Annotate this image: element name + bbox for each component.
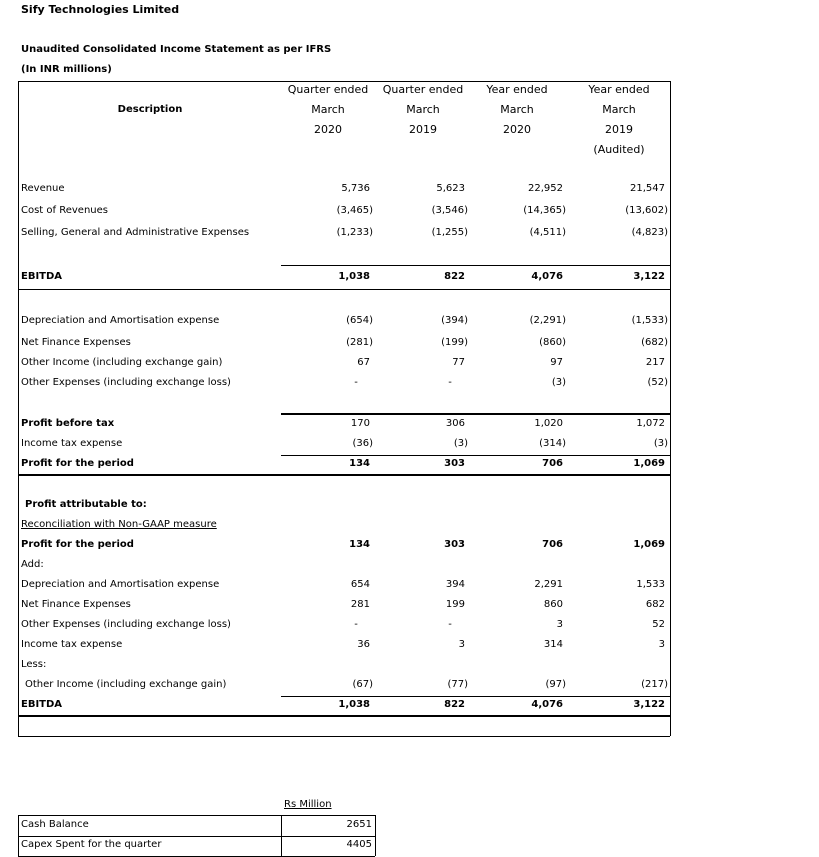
ebitda-value: 3,122 xyxy=(633,271,665,282)
recon-ebitda-top-rule xyxy=(281,696,670,697)
row-label: Cost of Revenues xyxy=(21,205,108,216)
col4-header-line3: 2019 xyxy=(605,123,633,136)
row-value: (3) xyxy=(453,438,468,449)
table-right-border xyxy=(670,81,671,736)
row-value: 97 xyxy=(550,357,563,368)
col3-header-line2: March xyxy=(500,103,534,116)
recon-value: (217) xyxy=(641,679,668,690)
row-value: (2,291) xyxy=(529,315,566,326)
row-value: 1,069 xyxy=(633,458,665,469)
recon-value: 3 xyxy=(658,639,665,650)
recon-value: 281 xyxy=(350,599,370,610)
row-label: Net Finance Expenses xyxy=(21,337,131,348)
row-value: 1,020 xyxy=(534,418,563,429)
row-value: (654) xyxy=(346,315,373,326)
cash-row-label: Cash Balance xyxy=(21,819,89,830)
header-rule xyxy=(476,81,670,82)
row-value: 706 xyxy=(542,458,563,469)
recon-row-label: Income tax expense xyxy=(21,639,123,650)
recon-row-label: Depreciation and Amortisation expense xyxy=(21,579,220,590)
statement-title: Unaudited Consolidated Income Statement as per IFRS xyxy=(21,44,332,55)
row-value: (860) xyxy=(539,337,566,348)
recon-value: 822 xyxy=(444,699,465,710)
recon-row-label: EBITDA xyxy=(21,699,63,710)
row-label: Selling, General and Administrative Expenses xyxy=(21,227,250,238)
row-value: 217 xyxy=(645,357,665,368)
col1-header-line3: 2020 xyxy=(314,123,342,136)
profit-block-left xyxy=(18,413,19,475)
recon-value: - xyxy=(354,619,358,630)
recon-value: 394 xyxy=(445,579,465,590)
cash-row-value: 4405 xyxy=(346,839,372,850)
recon-row-label: Less: xyxy=(21,659,47,670)
cash-table-divider xyxy=(281,815,282,856)
row-label: Other Income (including exchange gain) xyxy=(21,357,223,368)
recon-row-label: Add: xyxy=(21,559,44,570)
recon-ebitda-bottom-rule xyxy=(18,715,670,717)
row-value: 303 xyxy=(444,458,465,469)
col2-header-line1: Quarter ended xyxy=(382,83,464,96)
ebitda-value: 822 xyxy=(444,271,465,282)
col1-header-line2: March xyxy=(311,103,345,116)
row-value: 1,072 xyxy=(636,418,665,429)
ebitda-top-rule xyxy=(281,265,670,266)
row-value: (13,602) xyxy=(625,205,668,216)
row-value: (394) xyxy=(441,315,468,326)
row-value: (281) xyxy=(346,337,373,348)
row-value: (14,365) xyxy=(523,205,566,216)
units-note: (In INR millions) xyxy=(21,64,112,75)
row-value: - xyxy=(448,377,452,388)
recon-value: 682 xyxy=(645,599,665,610)
row-value: (3,546) xyxy=(431,205,468,216)
row-value: (682) xyxy=(641,337,668,348)
row-value: (4,823) xyxy=(631,227,668,238)
col3-header-line1: Year ended xyxy=(486,83,548,96)
recon-value: 1,038 xyxy=(338,699,370,710)
cash-table-left xyxy=(18,815,19,856)
col4-header-line1: Year ended xyxy=(588,83,650,96)
row-value: 134 xyxy=(349,458,370,469)
row-label: Profit for the period xyxy=(21,458,134,469)
recon-value: 3,122 xyxy=(633,699,665,710)
cash-row-label: Capex Spent for the quarter xyxy=(21,839,162,850)
col4-header-line4: (Audited) xyxy=(593,143,645,156)
row-label: Revenue xyxy=(21,183,65,194)
ebitda-bottom-rule xyxy=(18,289,670,290)
col3-header-line3: 2020 xyxy=(503,123,531,136)
recon-row-label: Other Expenses (including exchange loss) xyxy=(21,619,231,630)
row-value: (199) xyxy=(441,337,468,348)
row-value: 5,623 xyxy=(436,183,465,194)
row-label: Other Expenses (including exchange loss) xyxy=(21,377,231,388)
table-left-border xyxy=(18,81,19,736)
col4-header-line2: March xyxy=(602,103,636,116)
row-label: Income tax expense xyxy=(21,438,123,449)
row-value: 21,547 xyxy=(630,183,665,194)
row-value: (1,233) xyxy=(336,227,373,238)
recon-value: 3 xyxy=(458,639,465,650)
row-value: 67 xyxy=(357,357,370,368)
row-value: 77 xyxy=(452,357,465,368)
recon-value: 199 xyxy=(445,599,465,610)
row-value: 170 xyxy=(350,418,370,429)
row-value: (36) xyxy=(352,438,373,449)
recon-value: 2,291 xyxy=(534,579,563,590)
recon-value: 4,076 xyxy=(531,699,563,710)
row-label: Profit before tax xyxy=(21,418,115,429)
recon-value: 314 xyxy=(543,639,563,650)
recon-value: 3 xyxy=(556,619,563,630)
row-value: (3) xyxy=(551,377,566,388)
row-value: 306 xyxy=(445,418,465,429)
recon-value: (97) xyxy=(545,679,566,690)
recon-value: 1,533 xyxy=(636,579,665,590)
cash-table-right xyxy=(375,815,376,856)
company-name: Sify Technologies Limited xyxy=(21,3,180,16)
cash-table-mid xyxy=(18,836,375,837)
row-value: (1,533) xyxy=(631,315,668,326)
row-value: (52) xyxy=(647,377,668,388)
col2-header-line3: 2019 xyxy=(409,123,437,136)
row-value: 5,736 xyxy=(341,183,370,194)
row-value: (1,255) xyxy=(431,227,468,238)
recon-value: - xyxy=(448,619,452,630)
pfp-bottom-rule xyxy=(18,474,670,476)
recon-row-label: Profit for the period xyxy=(21,539,134,550)
recon-value: 134 xyxy=(349,539,370,550)
recon-value: 860 xyxy=(543,599,563,610)
recon-value: (67) xyxy=(352,679,373,690)
recon-value: 52 xyxy=(652,619,665,630)
recon-row-label: Net Finance Expenses xyxy=(21,599,131,610)
header-description: Description xyxy=(117,104,183,115)
table-bottom-border xyxy=(18,736,670,737)
row-value: - xyxy=(354,377,358,388)
recon-title: Reconciliation with Non-GAAP measure xyxy=(21,519,217,530)
col2-header-line2: March xyxy=(406,103,440,116)
recon-value: 36 xyxy=(357,639,370,650)
recon-value: 706 xyxy=(542,539,563,550)
pbt-top-rule xyxy=(281,413,670,415)
ebitda-value: 4,076 xyxy=(531,271,563,282)
recon-value: 1,069 xyxy=(633,539,665,550)
cash-table-top xyxy=(18,815,375,816)
recon-row-label: Other Income (including exchange gain) xyxy=(25,679,227,690)
row-value: (314) xyxy=(539,438,566,449)
recon-value: 303 xyxy=(444,539,465,550)
cash-header: Rs Million xyxy=(284,799,332,810)
row-value: 22,952 xyxy=(528,183,563,194)
row-value: (3,465) xyxy=(336,205,373,216)
row-value: (3) xyxy=(653,438,668,449)
col1-header-line1: Quarter ended xyxy=(287,83,369,96)
pfp-top-rule xyxy=(281,455,670,456)
recon-value: (77) xyxy=(447,679,468,690)
ebitda-label: EBITDA xyxy=(21,271,63,282)
row-label: Depreciation and Amortisation expense xyxy=(21,315,220,326)
profit-attributable-label: Profit attributable to: xyxy=(25,499,147,510)
row-value: (4,511) xyxy=(529,227,566,238)
ebitda-value: 1,038 xyxy=(338,271,370,282)
recon-value: 654 xyxy=(350,579,370,590)
cash-row-value: 2651 xyxy=(346,819,372,830)
